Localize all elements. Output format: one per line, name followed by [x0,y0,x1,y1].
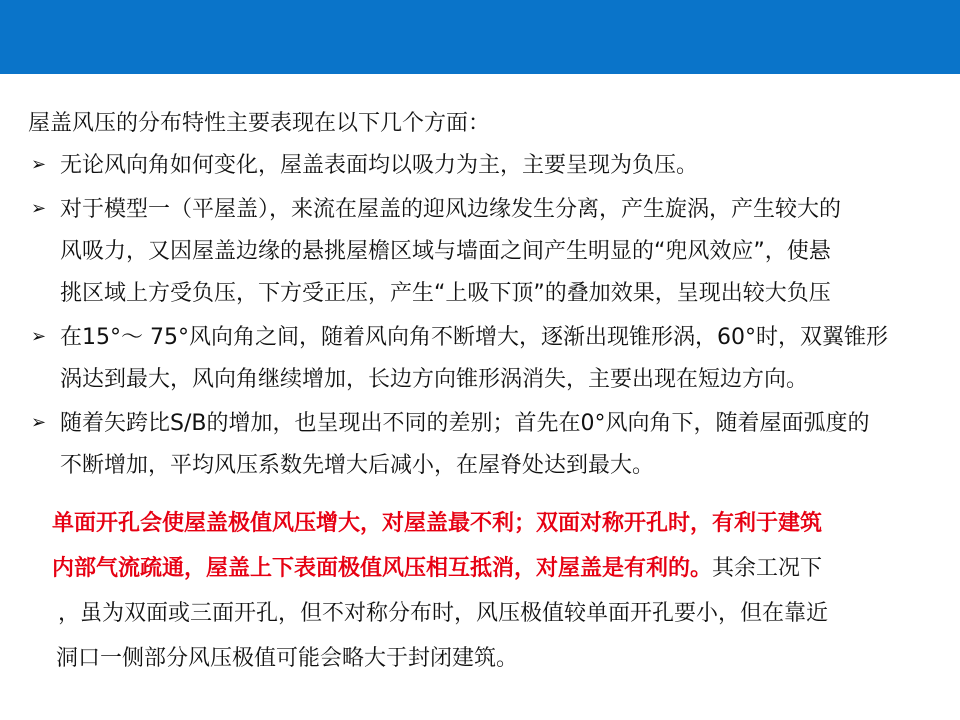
bullet-text-line: 挑区域上方受负压，下方受正压，产生“上吸下顶”的叠加效果，呈现出较大负压 [60,281,831,306]
bullet-arrow-icon: ➢ [31,198,47,219]
normal-note-line: 洞口一侧部分风压极值可能会略大于封闭建筑。 [56,646,519,671]
bullet-text-line: 无论风向角如何变化，屋盖表面均以吸力为主，主要呈现为负压。 [60,153,699,178]
red-emphasis-line: 单面开孔会使屋盖极值风压增大，对屋盖最不利；双面对称开孔时，有利于建筑 [52,511,823,536]
bullet-text-line: 涡达到最大，风向角继续增加，长边方向锥形涡消失，主要出现在短边方向。 [60,367,809,392]
bullet-arrow-icon: ➢ [31,412,47,433]
bullet-arrow-icon: ➢ [31,326,47,347]
bullet-text-line: 随着矢跨比S/B的增加，也呈现出不同的差别；首先在0°风向角下，随着屋面弧度的 [60,411,870,436]
conclusion-note [0,501,960,681]
content-area [0,96,960,686]
bullet-item-3 [0,317,960,401]
bullet-item-1 [0,145,960,187]
intro-text: 屋盖风压的分布特性主要表现在以下几个方面： [28,111,491,136]
normal-note-text: 其余工况下 [712,556,823,581]
bullet-list [0,145,960,489]
bullet-text-line: 风吸力，又因屋盖边缘的悬挑屋檐区域与墙面之间产生明显的“兜风效应”，使悬 [60,239,831,264]
bullet-item-2 [0,189,960,315]
bullet-text-line: 对于模型一（平屋盖），来流在屋盖的迎风边缘发生分离，产生旋涡，产生较大的 [60,197,842,222]
bullet-text-line: 不断增加，平均风压系数先增大后减小，在屋脊处达到最大。 [60,453,655,478]
mixed-emphasis-line [52,546,960,591]
bullet-arrow-icon: ➢ [31,154,47,175]
red-emphasis-text: 内部气流疏通，屋盖上下表面极值风压相互抵消，对屋盖是有利的。 [52,556,713,581]
normal-note-line: ，虽为双面或三面开孔，但不对称分布时，风压极值较单面开孔要小，但在靠近 [58,601,829,626]
bullet-text-line: 在15°～ 75°风向角之间，随着风向角不断增大，逐渐出现锥形涡，60°时，双翼锥形 [60,325,888,350]
bullet-item-4 [0,403,960,487]
header-band [0,0,960,74]
